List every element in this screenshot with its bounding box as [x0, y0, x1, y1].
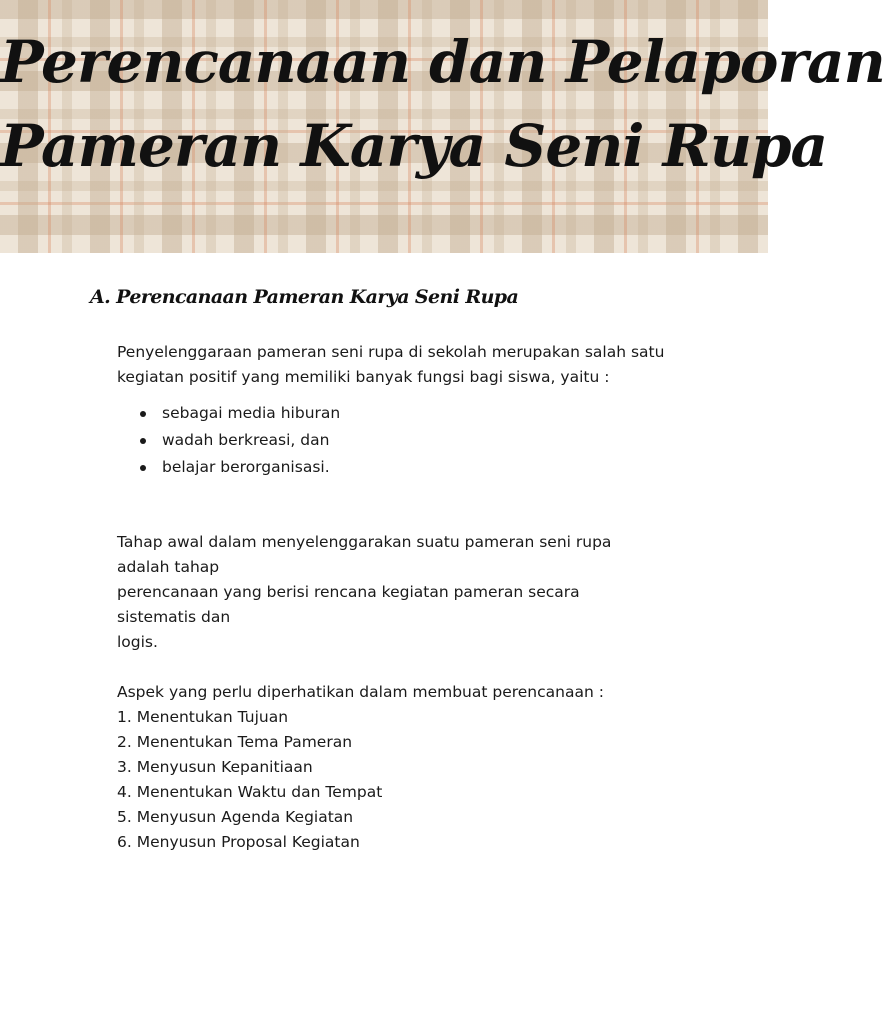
list-item-text: belajar berorganisasi.: [162, 458, 330, 476]
aspects-list: [117, 705, 717, 855]
page-title-line-1: Perencanaan dan Pelaporan: [0, 28, 885, 96]
function-list: [117, 400, 717, 481]
stage-line: adalah tahap: [117, 558, 220, 576]
header-banner: [0, 0, 885, 253]
list-item: 1. Menentukan Tujuan: [117, 708, 289, 726]
list-item: 2. Menentukan Tema Pameran: [117, 733, 353, 751]
section-content: [117, 340, 717, 855]
bullet-icon: [140, 465, 146, 471]
bullet-icon: [140, 438, 146, 444]
section-heading: A. Perencanaan Pameran Karya Seni Rupa: [90, 286, 519, 308]
stage-line: perencanaan yang berisi rencana kegiatan pameran secara: [117, 583, 580, 601]
stage-line: sistematis dan: [117, 608, 231, 626]
list-item: 6. Menyusun Proposal Kegiatan: [117, 833, 360, 851]
list-item: [117, 454, 717, 481]
stage-line: logis.: [117, 633, 158, 651]
list-item: 4. Menentukan Waktu dan Tempat: [117, 783, 383, 801]
list-item: [117, 427, 717, 454]
intro-line: Penyelenggaraan pameran seni rupa di sekolah merupakan salah satu: [117, 343, 665, 361]
list-item: [117, 400, 717, 427]
list-item-text: sebagai media hiburan: [162, 404, 341, 422]
list-item: 3. Menyusun Kepanitiaan: [117, 758, 313, 776]
aspects-intro: Aspek yang perlu diperhatikan dalam membuat perencanaan :: [117, 683, 604, 701]
list-item-text: wadah berkreasi, dan: [162, 431, 330, 449]
intro-line: kegiatan positif yang memiliki banyak fungsi bagi siswa, yaitu :: [117, 368, 610, 386]
page-title-line-2: Pameran Karya Seni Rupa: [0, 112, 828, 180]
stage-paragraph: [117, 530, 717, 655]
list-item: 5. Menyusun Agenda Kegiatan: [117, 808, 354, 826]
intro-paragraph: [117, 340, 717, 390]
stage-line: Tahap awal dalam menyelenggarakan suatu pameran seni rupa: [117, 533, 612, 551]
bullet-icon: [140, 411, 146, 417]
